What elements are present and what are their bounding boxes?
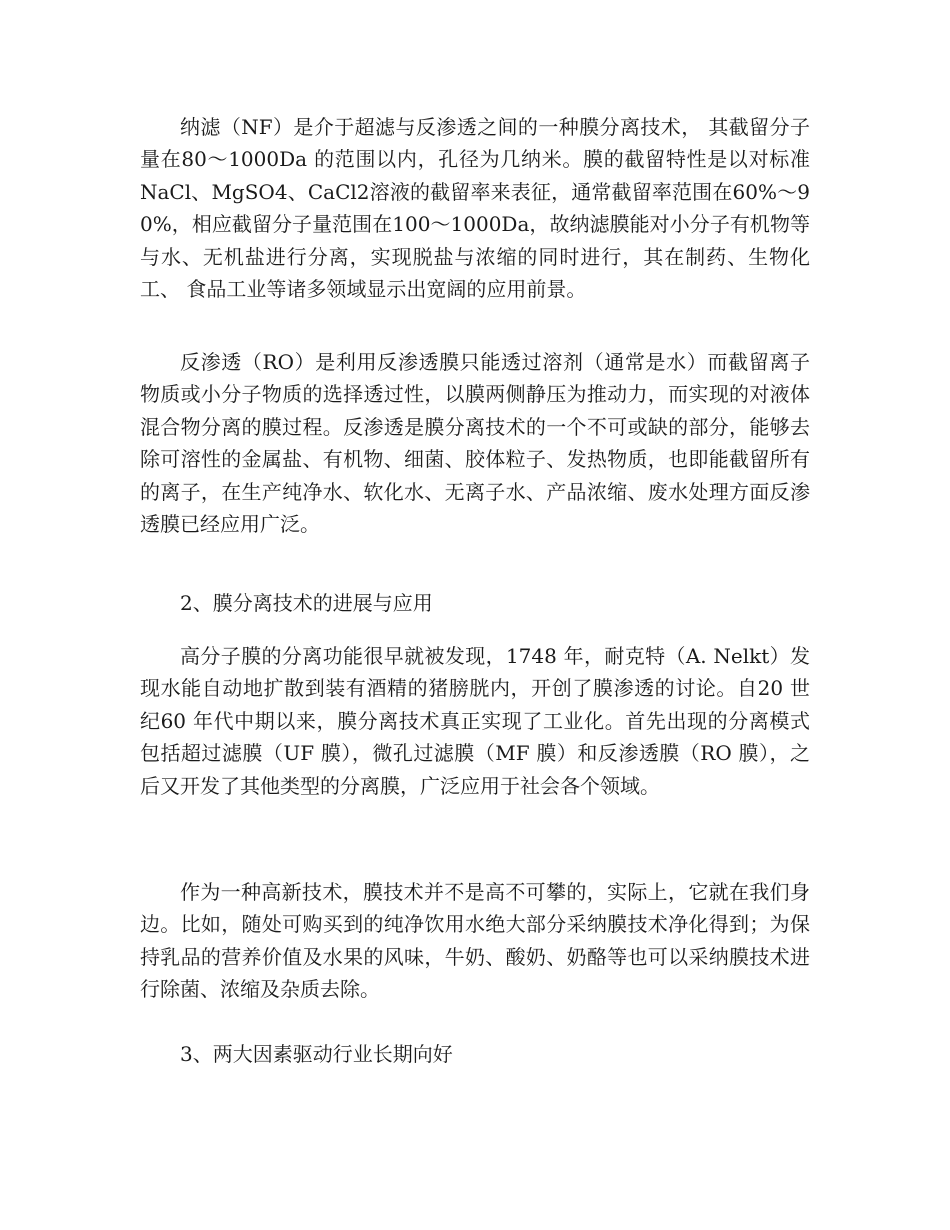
section-heading-2: 2、膜分离技术的进展与应用 xyxy=(180,591,433,615)
paragraph-reverse-osmosis: 反渗透（RO）是利用反渗透膜只能透过溶剂（通常是水）而截留离子物质或小分子物质的选择透过性，以膜两侧静压为推动力，而实现的对液体混合物分离的膜过程。反渗透是膜分离技术的一个不可或缺的部分，能够去除可溶性的金属盐、有机物、细菌、胶体粒子、发热物质，也即能截留所有的离子，在生产纯净水、软化水、无离子水、产品浓缩、废水处理方面反渗透膜已经应用广泛。 xyxy=(140,350,810,537)
paragraph-membrane-daily-use: 作为一种高新技术，膜技术并不是高不可攀的，实际上，它就在我们身边。比如，随处可购买到的纯净饮用水绝大部分采纳膜技术净化得到；为保持乳品的营养价值及水果的风味，牛奶、酸奶、奶酪等也可以采纳膜技术进行除菌、浓缩及杂质去除。 xyxy=(140,880,810,1002)
paragraph-nanofiltration: 纳滤（NF）是介于超滤与反渗透之间的一种膜分离技术， 其截留分子量在80～1000Da 的范围以内，孔径为几纳米。膜的截留特性是以对标准 NaCl、MgSO4、CaCl2溶液的截留率来表征，通常截留率范围在60%～90%，相应截留分子量范围在100～1000Da，故纳滤膜能对小分子有机物等与水、无机盐进行分离，实现脱盐与浓缩的同时进行，其在制药、生物化工、 食品工业等诸多领域显示出宽阔的应用前景。 xyxy=(140,115,810,302)
paragraph-membrane-history: 高分子膜的分离功能很早就被发现，1748 年，耐克特（A. Nelkt）发现水能自动地扩散到装有酒精的猪膀胱内，开创了膜渗透的讨论。自20 世纪60 年代中期以来，膜分离技术真正实现了工业化。首先出现的分离模式包括超过滤膜（UF 膜），微孔过滤膜（MF 膜）和反渗透膜（RO 膜），之后又开发了其他类型的分离膜，广泛应用于社会各个领域。 xyxy=(140,644,810,798)
section-heading-3: 3、两大因素驱动行业长期向好 xyxy=(180,1042,453,1066)
